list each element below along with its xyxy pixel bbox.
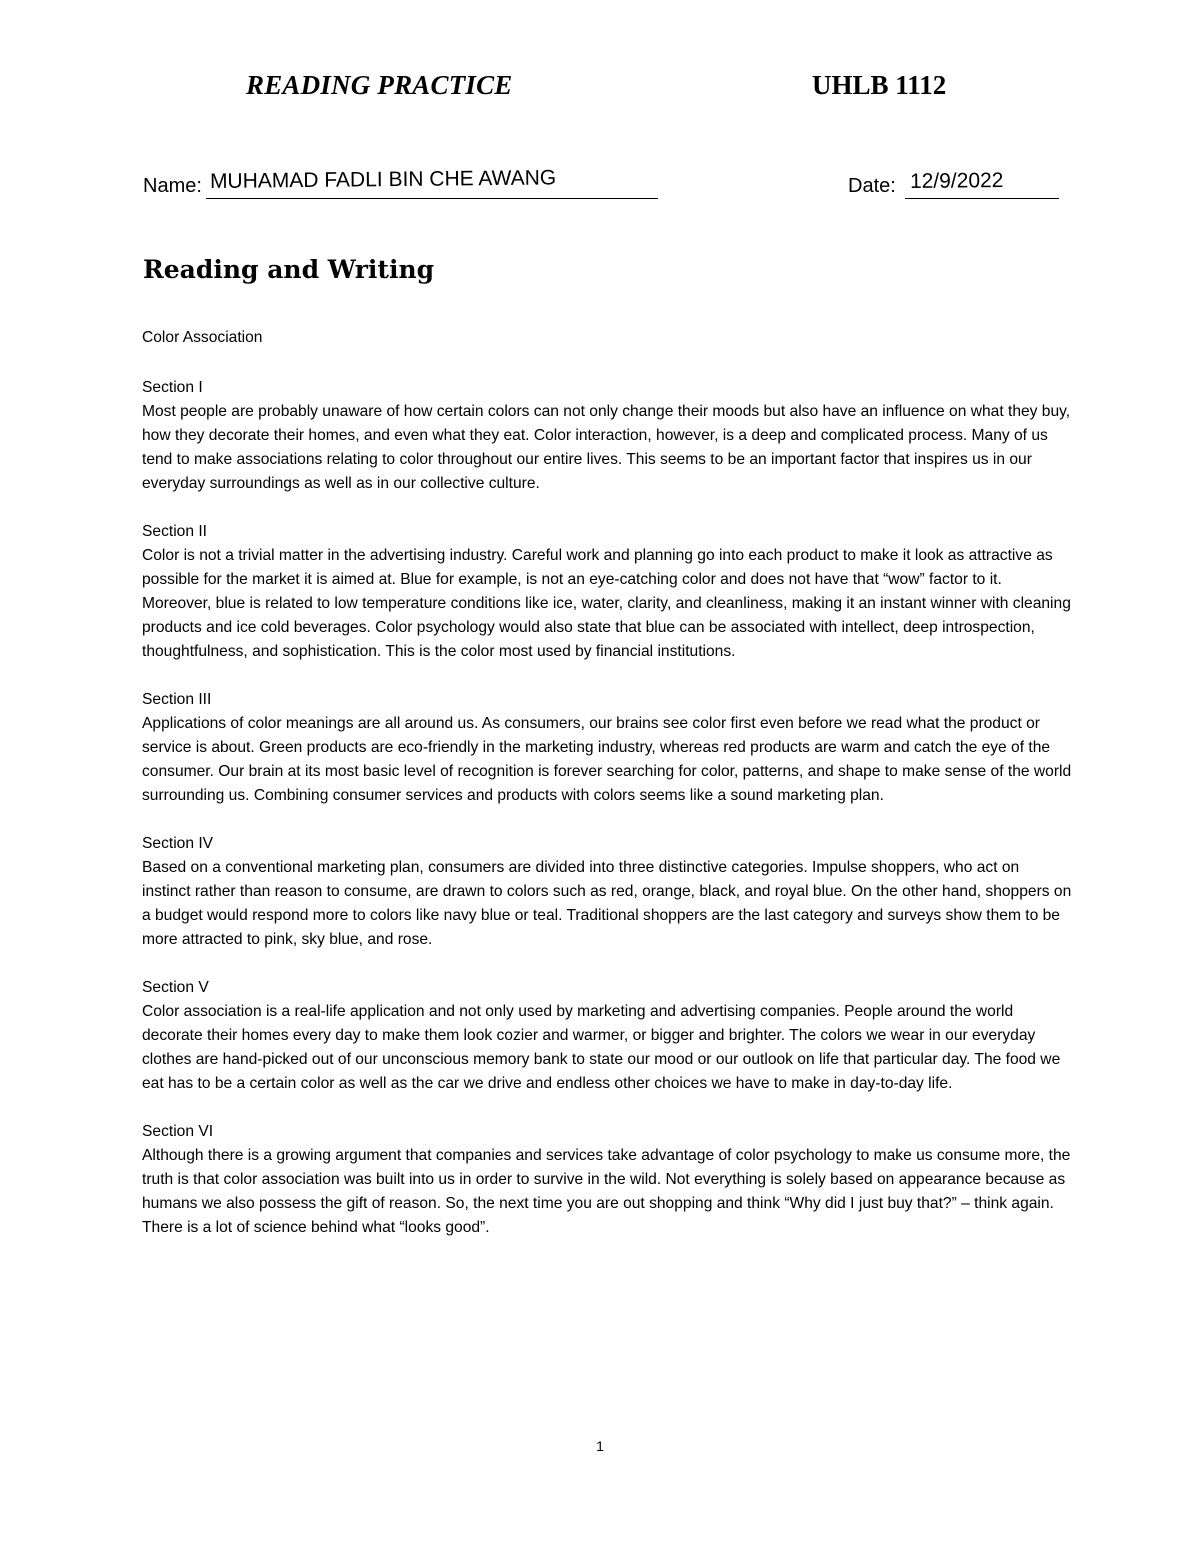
date-field[interactable]: 12/9/2022: [909, 169, 1004, 193]
section-title: Section I: [142, 379, 203, 396]
section-title: Section II: [142, 523, 208, 540]
document-title: READING PRACTICE: [246, 70, 513, 100]
section-title: Section V: [142, 979, 209, 996]
main-heading: Reading and Writing: [143, 255, 435, 284]
section-2: [142, 520, 1072, 664]
section-text: Color is not a trivial matter in the advertising industry. Careful work and planning go into each product to make it look as attractive as possible for the market it is aimed at. Blue for example, is not an eye-catching color and does not have that “wow” factor to it. Moreover, blue is related to low temperature conditions like ice, water, clarity, and cleanliness, making it an instant winner with cleaning products and ice cold beverages. Color psychology would also state that blue can be associated with intellect, deep introspection, thoughtfulness, and sophistication. This is the color most used by financial institutions.: [142, 547, 1071, 660]
section-title: Section IV: [142, 835, 214, 852]
name-field[interactable]: MUHAMAD FADLI BIN CHE AWANG: [209, 166, 557, 193]
name-label: Name:: [143, 175, 202, 197]
section-1: [142, 376, 1072, 496]
section-text: Applications of color meanings are all around us. As consumers, our brains see color first even before we read what the product or service is about. Green products are eco-friendly in the marketing industry, whereas red products are warm and catch the eye of the consumer. Our brain at its most basic level of recognition is forever searching for color, patterns, and shape to make sense of the world surrounding us. Combining consumer services and products with colors seems like a sound marketing plan.: [142, 715, 1072, 804]
course-code: UHLB 1112: [812, 70, 947, 100]
section-4: [142, 832, 1072, 952]
name-underline: [206, 198, 658, 199]
section-text: Although there is a growing argument that companies and services take advantage of color psychology to make us consume more, the truth is that color association was built into us in order to survive in the wild. Not everything is solely based on appearance because as humans we also possess the gift of reason. So, the next time you are out shopping and think “Why did I just buy that?” – think again. There is a lot of science behind what “looks good”.: [142, 1147, 1071, 1236]
reading-passage: [142, 326, 1072, 1264]
section-text: Color association is a real-life application and not only used by marketing and advertising companies. People around the world decorate their homes every day to make them look cozier and warmer, or bigger and brighter. The colors we wear in our everyday clothes are hand-picked out of our unconscious memory bank to state our mood or our outlook on life that particular day. The food we eat has to be a certain color as well as the car we drive and endless other choices we have to make in day-to-day life.: [142, 1003, 1061, 1092]
section-6: [142, 1120, 1072, 1240]
passage-subtitle: Color Association: [142, 329, 263, 346]
page-number: 1: [596, 1438, 604, 1454]
section-title: Section VI: [142, 1123, 214, 1140]
section-title: Section III: [142, 691, 212, 708]
section-5: [142, 976, 1072, 1096]
section-text: Based on a conventional marketing plan, consumers are divided into three distinctive categories. Impulse shoppers, who act on instinct rather than reason to consume, are drawn to colors such as red, orange, black, and royal blue. On the other hand, shoppers on a budget would respond more to colors like navy blue or teal. Traditional shoppers are the last category and surveys show them to be more attracted to pink, sky blue, and rose.: [142, 859, 1072, 948]
date-label: Date:: [848, 175, 896, 197]
section-text: Most people are probably unaware of how certain colors can not only change their moods but also have an influence on what they buy, how they decorate their homes, and even what they eat. Color interaction, however, is a deep and complicated process. Many of us tend to make associations relating to color throughout our entire lives. This seems to be an important factor that inspires us in our everyday surroundings as well as in our collective culture.: [142, 403, 1071, 492]
date-underline: [905, 198, 1059, 199]
section-3: [142, 688, 1072, 808]
